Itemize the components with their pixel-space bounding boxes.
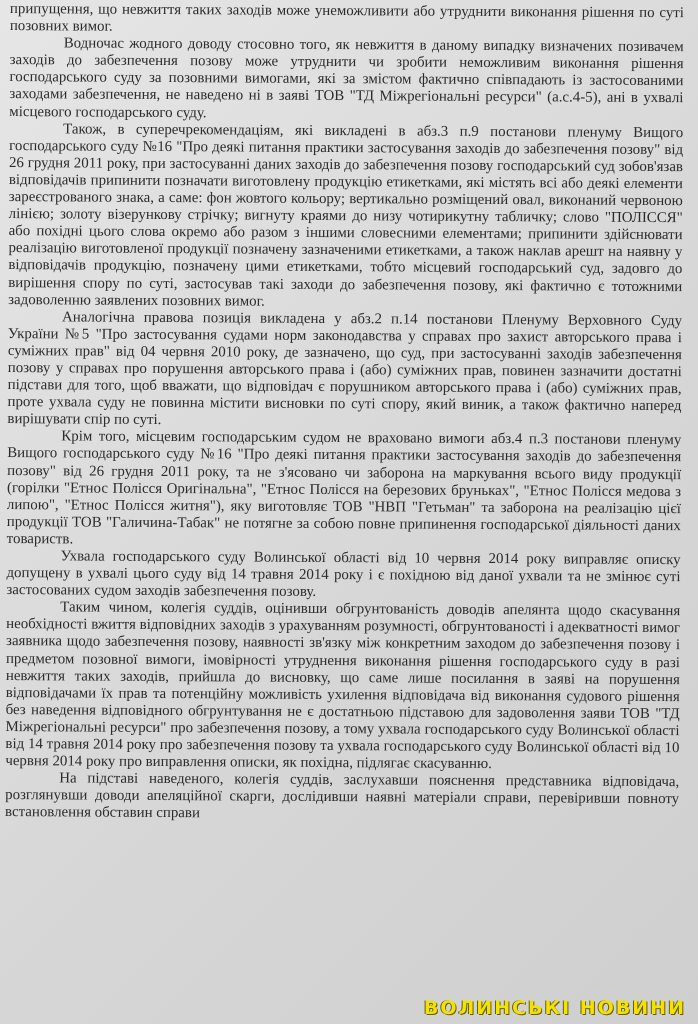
paragraph: Ухвала господарського суду Волинської області від 10 червня 2014 року виправляє описку допущену в ухвалі цього суду від 14 травня 2014 року і є похідною від даної ухвали та не змінює суті застосованих судом заходів забезпечення позову.: [6, 548, 681, 601]
paragraph: Водночас жодного доводу стосовно того, як невжиття в даному випадку визначених позивачем заходів до забезпечення позову може утруднити чи зробити неможливим виконання рішення господарського суду за позовними вимогами, які за змістом фактично співпадають із застосованими заходами забезпечення, не наведено ні в заяві ТОВ "ТД Міжрегіональні ресурси" (а.с.4-5), ані в ухвалі місцевого господарського суду.: [9, 35, 684, 121]
paragraph: Також, в суперечрекомендаціям, які викладені в абз.3 п.9 постанови пленуму Вищого господарського суду №16 "Про деякі питання практики застосування заходів до забезпечення позову" від 26 грудня 2011 року, при застосуванні даних заходів до забезпечення позову господарський суд зобов'язав відповідачів припинити позначати виготовлену продукцію етикетками, які містять всі або деякі елементи зареєстрованого знака, а саме: фон жовтого кольору; вертикально розміщений овал, виконаний червоною лінією; золоту візерункову стрічку; вигнуту краями до низу чотирикутну табличку; слово "ПОЛІССЯ" або похідні цього слова окремо або разом з іншими словесними елементами; припинити здійснювати реалізацію виготовленої продукції позначену зазначеними етикетками, а також наклав арешт на наявну у відповідачів продукцію, позначену цими етикетками, тобто місцевий господарський суд, задовго до вирішення спору по суті, застосував такі заходи до забезпечення позову, які фактично є тотожними задоволенню заявлених позовних вимог.: [8, 121, 684, 310]
paragraph: На підставі наведеного, колегія суддів, заслухавши пояснення представника відповідача, розглянувши доводи апеляційної скарги, дослідивши наявні матеріали справи, перевіривши повноту встановлення обставин справи: [4, 770, 680, 822]
paragraph: Аналогічна правова позиція викладена у абз.2 п.14 постанови Пленуму Верховного Суду України №5 "Про застосування судами норм законодавства у справах про захист авторського права і суміжних прав" від 04 червня 2010 року, де зазначено, що суд, при застосуванні заходів забезпечення позову у справах про порушення авторського права і (або) суміжних прав, повинен зазначити достатні підстави для того, щоб вважати, що відповідач є порушником авторського права і (або) суміжних прав, проте ухвала суду не повинна містити висновки по суті спору, який виник, а також фактично наперед вирішувати спір по суті.: [7, 309, 683, 429]
watermark-logo: ВОЛИНСЬКІ НОВИНИ: [423, 997, 686, 1019]
paragraph: Крім того, місцевим господарським судом не враховано вимоги абз.4 п.3 постанови пленуму Вищого господарського суду №16 "Про деякі питання практики застосування заходів до забезпечення позову" від 26 грудня 2011 року, та не з'ясовано чи заборона на маркування всього виду продукції (горілки "Етнос Полісся Оригінальна", "Етнос Полісся на березових бруньках", "Етнос Полісся медова з липою", "Етнос Полісся житня"), яку виготовляє ТОВ "НВП "Гетьман" та заборона на реалізацію цієї продукції ТОВ "Галичина-Табак" не потягне за собою повне припинення господарської діяльності даних товариств.: [6, 428, 682, 548]
paragraph: Таким чином, колегія суддів, оцінивши обгрунтованість доводів апелянта щодо скасування необхідності вжиття відповідних заходів з урахуванням розумності, обгрунтованості і адекватності вимог заявника щодо забезпечення позову, наявності зв'язку між конкретним заходом до забезпечення позову і предметом позовної вимоги, імовірності утруднення виконання рішення господарського суду в разі невжиття таких заходів, прийшла до висновку, що саме лише посилання в заяві на порушення відповідачами їх прав та потенційну можливість ухилення відповідача від виконання судового рішення без наведення відповідного обгрунтування не є достатньою підставою для задоволення заяви ТОВ "ТД Міжрегіональні ресурси" про забезпечення позову, а тому ухвала господарського суду Волинської області від 14 травня 2014 року про забезпечення позову та ухвала господарського суду Волинської області від 10 червня 2014 року про виправлення описки, як похідна, підлягає скасуванню.: [5, 599, 681, 773]
paragraph: припущення, що невжиття таких заходів може унеможливити або утруднити виконання рішення по суті позовних вимог.: [9, 1, 684, 35]
